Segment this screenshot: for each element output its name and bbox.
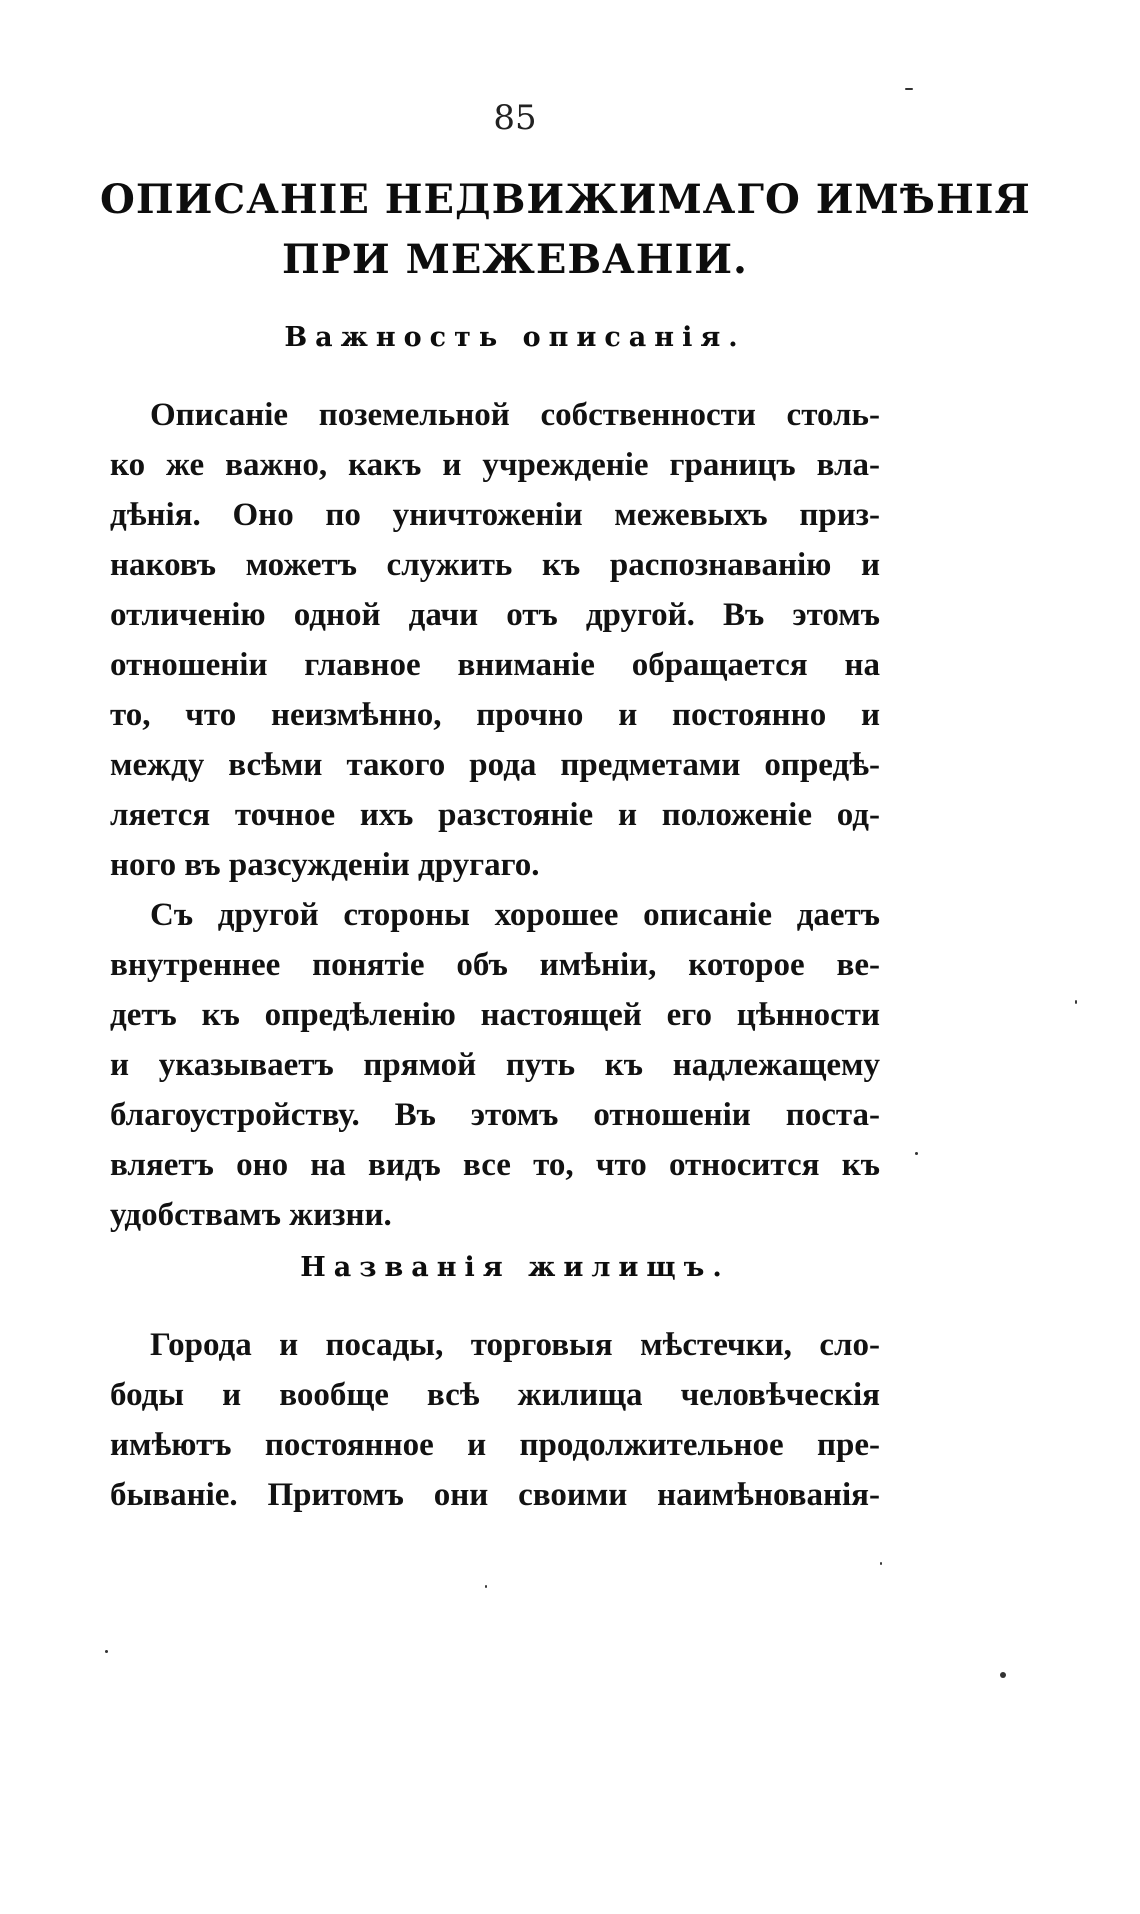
page-number: 85 [493,98,537,138]
text-line: ко же важно, какъ и учрежденіе границъ вла- [110,447,880,483]
text-line: Описаніе поземельной собственности столь- [150,397,880,433]
text-line: между всѣми такого рода предметами опредѣ- [110,747,880,783]
title-line-2: ПРИ МЕЖЕВАНІИ. [282,236,748,283]
scan-speck [880,1562,882,1565]
text-line: бываніе. Притомъ они своими наимѣнованія- [110,1477,880,1513]
text-line: удобствамъ жизни. [110,1197,392,1233]
scan-speck [905,88,913,90]
scan-speck [1000,1672,1006,1678]
text-line: боды и вообще всѣ жилища человѣческія [110,1377,880,1413]
text-line: внутреннее понятіе объ имѣніи, которое ве- [110,947,880,983]
section-heading-importance: Важность описанія. [284,322,746,353]
title-line-1: ОПИСАНІЕ НЕДВИЖИМАГО ИМѢНІЯ [100,176,1031,223]
scan-speck [1075,1000,1077,1004]
text-line: наковъ можетъ служить къ распознаванію и [110,547,880,583]
text-line: ного въ разсужденіи другаго. [110,847,540,883]
text-line: благоустройству. Въ этомъ отношеніи поста- [110,1097,880,1133]
text-line: то, что неизмѣнно, прочно и постоянно и [110,697,880,733]
scan-speck [105,1650,108,1653]
section-heading-dwellings: Названія жилищъ. [300,1252,730,1283]
scan-speck [485,1585,487,1588]
scan-speck [915,1152,918,1155]
text-line: вляетъ оно на видъ все то, что относится къ [110,1147,880,1183]
text-line: Съ другой стороны хорошее описаніе даетъ [150,897,880,933]
text-line: ляется точное ихъ разстояніе и положеніе од- [110,797,880,833]
text-line: отношеніи главное вниманіе обращается на [110,647,880,683]
text-line: и указываетъ прямой путь къ надлежащему [110,1047,880,1083]
text-line: дѣнія. Оно по уничтоженіи межевыхъ приз- [110,497,880,533]
text-line: детъ къ опредѣленію настоящей его цѣнности [110,997,880,1033]
text-line: отличенію одной дачи отъ другой. Въ этомъ [110,597,880,633]
text-line: имѣютъ постоянное и продолжительное пре- [110,1427,880,1463]
text-line: Города и посады, торговыя мѣстечки, сло- [150,1327,880,1363]
